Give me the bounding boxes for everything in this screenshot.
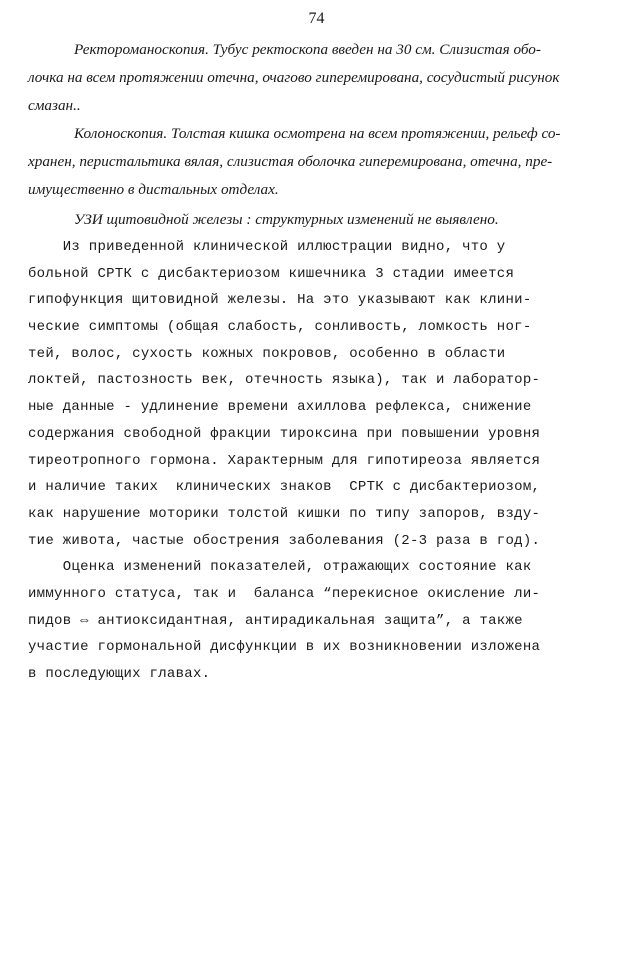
colonoscopy-paragraph: [28, 120, 608, 204]
text-line: хранен, перистальтика вялая, слизистая оболочка гиперемирована, отечна, пре-: [28, 153, 553, 170]
text-line: пидов ⇔ антиоксидантная, антирадикальная защита”, а также: [28, 612, 523, 629]
text-line: ные данные - удлинение времени ахиллова рефлекса, снижение: [28, 399, 532, 416]
text-line: Ректороманоскопия. Тубус ректоскопа введен на 30 см. Слизистая обо-: [74, 41, 541, 58]
text-line: иммунного статуса, так и баланса “перекисное окисление ли-: [28, 585, 541, 602]
text-line: в последующих главах.: [28, 666, 211, 682]
text-line: участие гормональной дисфункции в их возникновении изложена: [28, 639, 541, 656]
text-line: Из приведенной клинической иллюстрации видно, что у: [28, 239, 506, 255]
body-text: [28, 234, 618, 688]
text-line: как нарушение моторики толстой кишки по типу запоров, взду-: [28, 505, 541, 522]
ultrasound-paragraph: [28, 206, 608, 234]
text-line: смазан..: [28, 97, 81, 114]
text-line: содержания свободной фракции тироксина при повышении уровня: [28, 425, 541, 442]
text-line: локтей, пастозность век, отечность языка), так и лаборатор-: [28, 372, 541, 389]
text-line: тиреотропного гормона. Характерным для гипотиреоза является: [28, 452, 541, 469]
text-line: Оценка изменений показателей, отражающих состояние как: [28, 559, 532, 576]
text-line: тей, волос, сухость кожных покровов, особенно в области: [28, 345, 506, 362]
text-line: лочка на всем протяжении отечна, очагово гиперемирована, сосудистый рисунок: [28, 69, 560, 86]
text-line: тие живота, частые обострения заболевания (2-3 раза в год).: [28, 532, 541, 549]
page-number: 74: [308, 10, 325, 27]
text-line: Колоноскопия. Толстая кишка осмотрена на всем протяжении, рельеф со-: [74, 125, 561, 142]
text-line: имущественно в дистальных отделах.: [28, 181, 279, 198]
text-line: гипофункция щитовидной железы. На это указывают как клини-: [28, 292, 532, 309]
text-line: и наличие таких клинических знаков СРТК с дисбактериозом,: [28, 479, 541, 496]
rectoscopy-paragraph: [28, 36, 608, 120]
text-line: ческие симптомы (общая слабость, сонливость, ломкость ног-: [28, 319, 532, 336]
text-line: больной СРТК с дисбактериозом кишечника 3 стадии имеется: [28, 265, 515, 282]
text-line: УЗИ щитовидной железы : структурных изменений не выявлено.: [74, 211, 499, 228]
